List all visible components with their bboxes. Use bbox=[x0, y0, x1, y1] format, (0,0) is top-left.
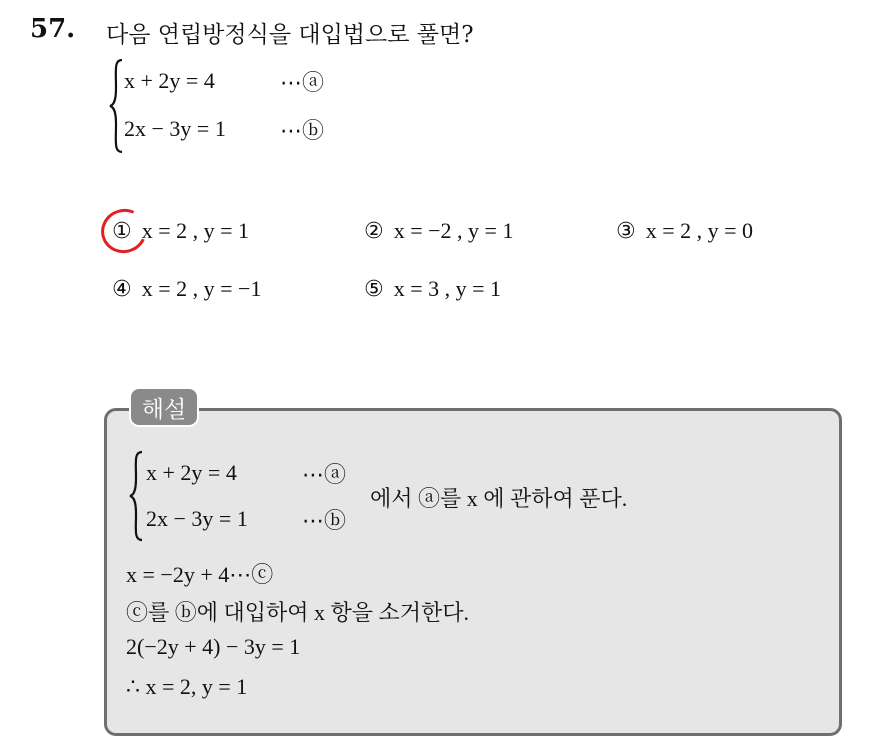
solution-line-2: ⓒ를 ⓑ에 대입하여 x 항을 소거한다. bbox=[126, 600, 470, 625]
selection-ring-icon bbox=[95, 202, 153, 259]
solution-equation-a: x + 2y = 4 bbox=[146, 460, 237, 485]
option-mark: ⑤ bbox=[364, 276, 384, 302]
option-mark: ① bbox=[112, 218, 132, 244]
solution-line-4: ∴ x = 2, y = 1 bbox=[126, 674, 248, 699]
solution-marker-b: ⋯ⓑ bbox=[302, 509, 347, 534]
option-mark: ④ bbox=[112, 276, 132, 302]
marker-a: ⋯ⓐ bbox=[280, 71, 325, 96]
left-brace-icon bbox=[108, 58, 124, 154]
option-text: x = 3 , y = 1 bbox=[393, 276, 502, 301]
solution-marker-a: ⋯ⓐ bbox=[302, 463, 347, 488]
solution-label: 해설 bbox=[129, 387, 199, 427]
option-text: x = −2 , y = 1 bbox=[393, 218, 514, 243]
solution-line-1: x = −2y + 4⋯ⓒ bbox=[126, 562, 274, 587]
option-text: x = 2 , y = 0 bbox=[645, 218, 754, 243]
option-5[interactable] bbox=[364, 276, 501, 302]
option-2[interactable] bbox=[364, 218, 513, 244]
equation-b: 2x − 3y = 1 bbox=[124, 116, 226, 141]
option-4[interactable] bbox=[112, 276, 261, 302]
option-mark: ③ bbox=[616, 218, 636, 244]
equation-a: x + 2y = 4 bbox=[124, 68, 215, 93]
question-text: 다음 연립방정식을 대입법으로 풀면? bbox=[106, 22, 474, 48]
left-brace-icon bbox=[128, 450, 144, 542]
solution-system-note: 에서 ⓐ를 x 에 관하여 푼다. bbox=[370, 486, 628, 511]
option-3[interactable] bbox=[616, 218, 753, 244]
marker-b: ⋯ⓑ bbox=[280, 119, 325, 144]
question-number: 57. bbox=[30, 14, 76, 44]
option-text: x = 2 , y = 1 bbox=[141, 218, 250, 243]
option-mark: ② bbox=[364, 218, 384, 244]
option-text: x = 2 , y = −1 bbox=[141, 276, 262, 301]
solution-equation-b: 2x − 3y = 1 bbox=[146, 506, 248, 531]
solution-line-3: 2(−2y + 4) − 3y = 1 bbox=[126, 634, 301, 659]
